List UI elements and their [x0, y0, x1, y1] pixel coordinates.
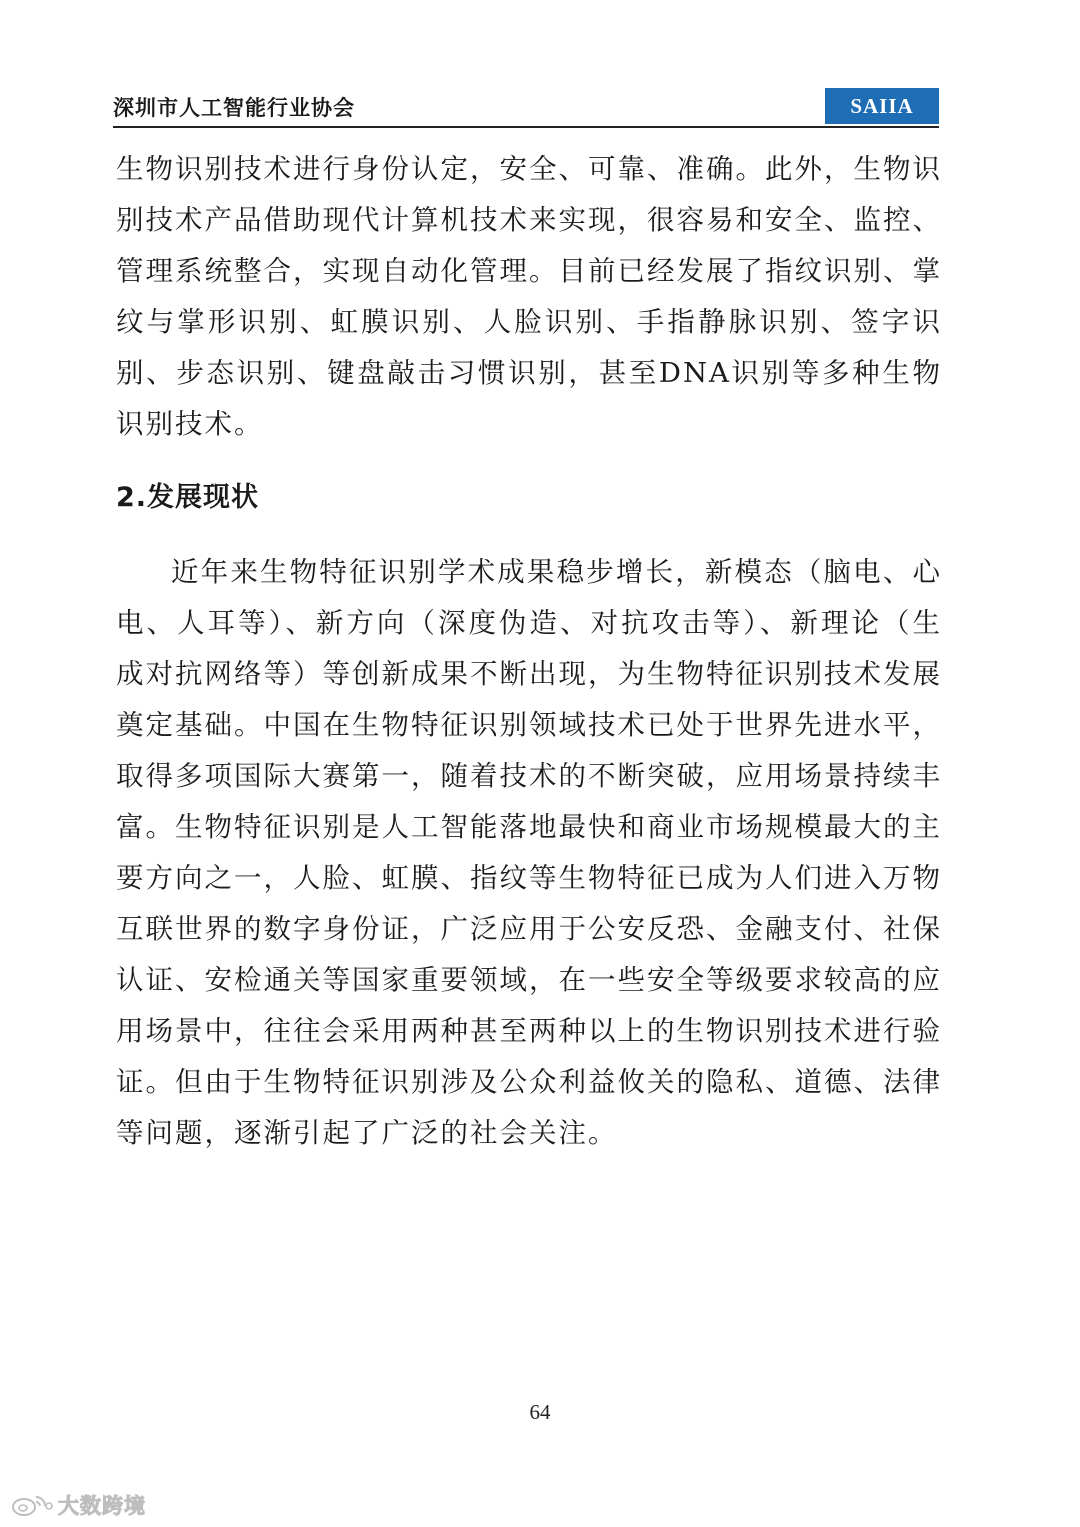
- weibo-logo-icon: [10, 1493, 54, 1517]
- watermark: [10, 1490, 146, 1520]
- paragraph-1: 生物识别技术进行身份认定，安全、可靠、准确。此外，生物识别技术产品借助现代计算机技术来实现，很容易和安全、监控、管理系统整合，实现自动化管理。目前已经发展了指纹识别、掌纹与掌形识别、虹膜识别、人脸识别、手指静脉识别、签字识别、步态识别、键盘敲击习惯识别，甚至DNA识别等多种生物识别技术。: [116, 153, 942, 440]
- main-content: [116, 144, 942, 1159]
- page-number: 64: [529, 1400, 551, 1424]
- paragraph-2: 近年来生物特征识别学术成果稳步增长，新模态（脑电、心电、人耳等）、新方向（深度伪造、对抗攻击等）、新理论（生成对抗网络等）等创新成果不断出现，为生物特征识别技术发展奠定基础。中国在生物特征识别领域技术已处于世界先进水平，取得多项国际大赛第一，随着技术的不断突破，应用场景持续丰富。生物特征识别是人工智能落地最快和商业市场规模最大的主要方向之一，人脸、虹膜、指纹等生物特征已成为人们进入万物互联世界的数字身份证，广泛应用于公安反恐、金融支付、社保认证、安检通关等国家重要领域，在一些安全等级要求较高的应用场景中，往往会采用两种甚至两种以上的生物识别技术进行验证。但由于生物特征识别涉及公众利益攸关的隐私、道德、法律等问题，逐渐引起了广泛的社会关注。: [116, 556, 942, 1149]
- saiia-badge: SAIIA: [825, 88, 939, 124]
- section-heading: 2.发展现状: [116, 482, 260, 513]
- org-name: 深圳市人工智能行业协会: [113, 96, 355, 120]
- page-header: [113, 88, 939, 128]
- watermark-text: 大数跨境: [58, 1494, 146, 1518]
